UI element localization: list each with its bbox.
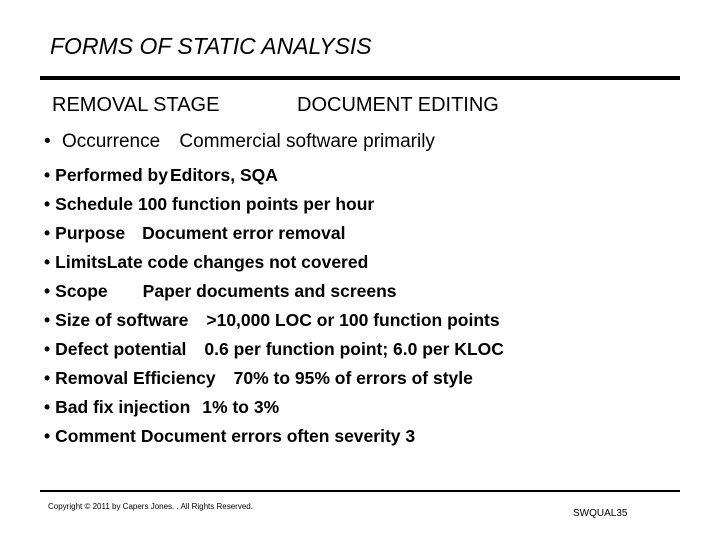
list-item — [44, 424, 504, 453]
bullet: • — [44, 281, 51, 301]
item-label: Schedule — [55, 194, 133, 214]
bullet: • — [44, 165, 51, 185]
occurrence-line — [44, 131, 435, 153]
bullet: • — [44, 252, 51, 272]
list-item — [44, 250, 504, 279]
title-divider — [40, 76, 680, 80]
item-label: Scope — [55, 281, 108, 301]
footer-divider — [40, 490, 680, 492]
list-item — [44, 395, 504, 424]
copyright-text: Copyright © 2011 by Capers Jones. . All Rights Reserved. — [48, 502, 253, 511]
item-value: Editors, SQA — [169, 165, 278, 185]
item-label: Defect potential — [55, 339, 187, 359]
removal-stage-label: REMOVAL STAGE — [52, 94, 220, 116]
list-item — [44, 279, 504, 308]
occurrence-value: Commercial software primarily — [179, 131, 435, 152]
bullet: • — [44, 310, 51, 330]
bullet: • — [44, 131, 51, 152]
item-label: Comment — [55, 426, 136, 446]
bullet: • — [44, 194, 51, 214]
item-label: Bad fix injection — [55, 397, 191, 417]
list-item — [44, 337, 504, 366]
list-item — [44, 192, 504, 221]
list-item — [44, 163, 504, 192]
item-label: Removal Efficiency — [55, 368, 216, 388]
list-item — [44, 366, 504, 395]
list-item — [44, 221, 504, 250]
item-value: Document error removal — [142, 223, 346, 243]
bullet: • — [44, 339, 51, 359]
item-label: Performed by — [55, 165, 168, 185]
attribute-list — [44, 163, 504, 453]
bullet: • — [44, 368, 51, 388]
item-label: Limits — [55, 252, 107, 272]
bullet: • — [44, 397, 51, 417]
item-value: 1% to 3% — [202, 397, 280, 417]
page-title: FORMS OF STATIC ANALYSIS — [50, 33, 372, 59]
item-value: Late code changes not covered — [106, 252, 369, 272]
item-value: Paper documents and screens — [142, 281, 397, 301]
occurrence-label: Occurrence — [61, 131, 161, 152]
item-value: 100 function points per hour — [137, 194, 375, 214]
removal-stage-value: DOCUMENT EDITING — [297, 94, 499, 116]
item-value: 0.6 per function point; 6.0 per KLOC — [204, 339, 504, 359]
list-item — [44, 308, 504, 337]
item-value: >10,000 LOC or 100 function points — [206, 310, 500, 330]
slide-code: SWQUAL35 — [573, 508, 628, 519]
item-label: Size of software — [55, 310, 189, 330]
item-label: Purpose — [55, 223, 126, 243]
bullet: • — [44, 426, 51, 446]
item-value: Document errors often severity 3 — [140, 426, 416, 446]
item-value: 70% to 95% of errors of style — [233, 368, 473, 388]
bullet: • — [44, 223, 51, 243]
